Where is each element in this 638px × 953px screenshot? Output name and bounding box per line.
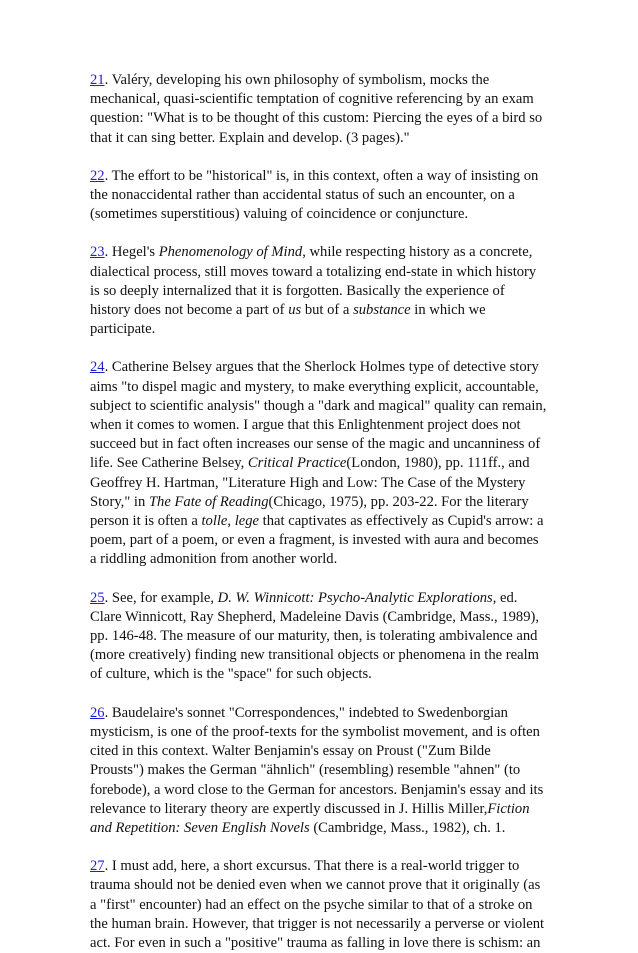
body-text: . Hegel's [104,244,159,261]
italic-text: Phenomenology of Mind [158,244,303,261]
endnote-number-link[interactable]: 24 [90,359,105,376]
italic-text: lege [234,513,260,530]
endnote-27 [90,857,548,953]
body-text: . See, for example, [104,589,218,606]
italic-text: us [288,302,302,319]
body-text: but of a [301,302,354,319]
endnote-24 [90,358,548,569]
endnote-number-link[interactable]: 25 [90,589,105,606]
endnote-number-link[interactable]: 23 [90,244,105,261]
endnote-26 [90,704,548,838]
endnote-22 [90,167,548,225]
endnote-21 [90,71,548,148]
body-text: . Valéry, developing his own philosophy of symbolism, mocks the mechanical, quasi-scientific temptation of cognitive referencing by an exam question: "What is to be thought of this custom: Piercing the eyes of a bird so that it can sing better. Explain and develop. (3 pages)." [90,72,543,146]
body-text: . Baudelaire's sonnet "Correspondences," indebted to Swedenborgian mysticism, is one of the proof-texts for the symbolist movement, and is often cited in this context. Walter Benjamin's essay on Proust ("Zum Bilde Prousts") makes the German "ähnlich" (resembling) resemble "ahnen" (to forebode), a word close to the German for ancestors. Benjamin's essay and its relevance to literary theory are expertly discussed in J. Hillis Miller, [90,704,544,817]
body-text: . I must add, here, a short excursus. That there is a real-world trigger to trauma should not be denied even when we cannot prove that it originally (as a "first" encounter) had an effect on the psyche similar to that of a stroke on the human brain. However, that trigger is not necessarily a perverse or violent act. For even in such a "positive" trauma as falling in love there is schism: an [90,858,545,951]
endnote-number-link[interactable]: 21 [90,72,105,88]
body-text: (London, 1980), pp. 111ff., and Geoffrey H. Hartman, "Literature High and Low: The Case of the Mystery Story," in [90,455,530,510]
italic-text: Critical Practice [247,455,347,472]
italic-text: substance [353,302,411,319]
endnotes-list [90,71,548,953]
body-text: , while respecting history as a concrete, dialectical process, still moves toward a totalizing end-state in which history is so deeply internalized that it is forgotten. Basically the experience of history does not become a part of [90,244,537,319]
body-text: , ed. Clare Winnicott, Ray Shepherd, Madeleine Davis (Cambridge, Mass., 1989), pp. 146-48. The measure of our maturity, then, is tolerating ambivalence and (more creatively) finding new transitional objects or phenomena in the realm of culture, which is the "space" for such objects. [90,589,540,683]
body-text: (Cambridge, Mass., 1982), ch. 1. [309,819,506,836]
endnote-23 [90,243,548,339]
body-text: in which we participate. [90,302,486,338]
body-text: , [227,513,235,530]
endnote-number-link[interactable]: 22 [90,167,105,184]
italic-text: Fiction and Repetition: Seven English Novels [90,800,530,836]
body-text: that captivates as effectively as Cupid's arrow: a poem, part of a poem, or even a fragment, is invested with aura and becomes a riddling admonition from another world. [90,513,544,568]
italic-text: The Fate of Reading [148,493,269,510]
endnote-number-link[interactable]: 26 [90,704,105,721]
endnote-number-link[interactable]: 27 [90,858,105,875]
body-text: (Chicago, 1975), pp. 203-22. For the literary person it is often a [90,493,529,530]
endnote-25 [90,589,548,685]
italic-text: tolle [201,513,228,530]
italic-text: D. W. Winnicott: Psycho-Analytic Explorations [217,589,493,606]
body-text: . Catherine Belsey argues that the Sherlock Holmes type of detective story aims "to dispel magic and mystery, to make everything explicit, accountable, subject to scientific analysis" though a "dark and magical" quality can remain, when it comes to women. I argue that this Enlightenment project does not succeed but in fact often increases our sense of the magic and uncanniness of life. See Catherine Belsey, [90,359,547,472]
body-text: . The effort to be "historical" is, in this context, often a way of insisting on the nonaccidental rather than accidental status of such an encounter, on a (sometimes superstitious) valuing of coincidence or conjuncture. [90,167,539,223]
